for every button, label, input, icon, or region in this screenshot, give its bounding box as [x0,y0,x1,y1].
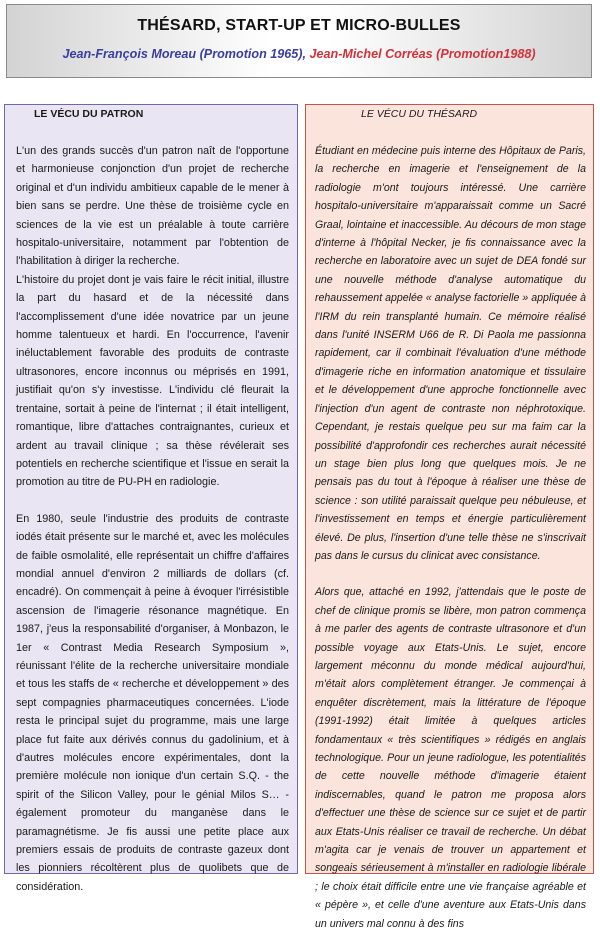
patron-paragraph-2: L'histoire du projet dont je vais faire le récit initial, illustre la part du hasard et de la nécessité dans l'accomplissement d'une idée novatrice par un jeune homme talentueux et hardi. En l'occurrence, l'avenir inéluctablement favorable des produits de contraste ultrasonores, encore inconnus ou méprisés en 1991, justifiait qu'on s'y investisse. L'individu clé fleurait la trentaine, sortait à peine de l'internat ; il était intelligent, romantique, libre d'attaches contraignantes, curieux et ardent au travail clinique ; sa thèse révélerait ses potentiels en recherche scientifique et l'issue en serait la promotion au titre de PU-PH en radiologie. [16,273,289,489]
thesard-heading: LE VÉCU DU THÉSARD [361,108,478,120]
author-correas: Jean-Michel Corréas (Promotion1988) [309,47,536,61]
thesard-paragraph-2: Alors que, attaché en 1992, j'attendais que le poste de chef de clinique promis se libère, mon patron commença à me parler des agents de contraste ultrasonore et d'un possible voyage aux Etats-Unis. Le sujet, encore largement méconnu du monde médical aujourd'hui, m'était alors complètement étranger. Je commençai à enquêter discrètement, mais la littérature de l'époque (1991-1992) était limitée à quelques articles fondamentaux « très scientifiques » rédigés en anglais technologique. Pour un jeune radiologue, les potentialités de cette nouvelle méthode d'imagerie étaient indiscernables, quand le patron me proposa alors d'effectuer une thèse de science sur ce sujet et de partir aux Etats-Unis réaliser ce travail de recherche. Un débat m'agita car je venais de trouver un appartement et songeais sérieusement à m'installer en radiologie libérale ; le choix était difficile entre une vie française agréable et « pépère », et celle d'une aventure aux Etats-Unis dans un univers mal connu à des fins [315,586,586,930]
authors-line [7,47,591,61]
patron-paragraph-1: L'un des grands succès d'un patron naît de l'opportune et harmonieuse conjonction d'un projet de recherche original et d'un individu ambitieux capable de le mener à bien sans se perdre. Une thèse de troisième cycle en sciences de la vie est un préalable à toute carrière hospitalo-universitaire, notamment par l'obtention de l'habilitation à diriger la recherche. [16,145,289,268]
patron-column [4,104,298,893]
patron-paragraph-3: En 1980, seule l'industrie des produits de contraste iodés était présente sur le marché et, avec les molécules de faible osmolalité, elle représentait un chiffre d'affaires mondial annuel d'environ 2 milliards de dollars (cf. encadré). On commençait à peine à évoquer l'irrésistible ascension de l'imagerie résonance magnétique. En 1987, j'eus la responsabilité d'organiser, à Monbazon, le 1er « Contrast Media Research Symposium », réunissant l'élite de la recherche universitaire mondiale et tous les staffs de « recherche et développement » des sept compagnies pharmaceutiques concernées. L'iode resta le principal sujet du programme, mais une large place fut faite aux dérivés connus du gadolinium, et à d'autres molécules encore expérimentales, dont la première molécule non ionique d'un certain S.Q. - the spirit of the Silicon Valley, pour le génial Milos S… - également promoteur du manganèse dans le paramagnétisme. Je fis aussi une petite place aux premiers essais de produits de contraste gazeux dont les pionniers récoltèrent plus de quolibets que de considération. [16,512,289,893]
patron-heading: LE VÉCU DU PATRON [34,108,144,120]
article-title: THÉSARD, START-UP ET MICRO-BULLES [137,17,461,34]
article-header [6,4,592,78]
thesard-paragraph-1: Étudiant en médecine puis interne des Hôpitaux de Paris, la recherche en imagerie et l'enseignement de la radiologie m'ont toujours intéressé. Une carrière hospitalo-universitaire m'apparaissait comme un Sacré Graal, lointaine et inaccessible. Au décours de mon stage d'interne à l'hôpital Necker, je fis connaissance avec la recherche en laboratoire avec un sujet de DEA fondé sur une nouvelle méthode d'analyse automatique du rehaussement appelée « analyse factorielle » appliquée à l'IRM du rein transplanté humain. Ce mémoire réalisé dans l'unité INSERM U66 de R. Di Paola me passionna rapidement, car il combinait l'évaluation d'une méthode d'imagerie riche en information anatomique et tissulaire et le développement d'une approche fonctionnelle avec l'injection d'un agent de contraste non néphrotoxique. Cependant, je restais quelque peu sur ma faim car la possibilité d'approfondir ces recherches aurait nécessité un stage bien plus long que quelques mois. Je ne pensais pas du tout à l'époque à réaliser une thèse de science : son utilité paraissait quelque peu nébuleuse, et l'investissement en temps et énergie particulièrement élevé. De plus, l'insertion d'une telle thèse ne s'inscrivait pas dans le cursus du clinicat avec consistance. [315,145,586,562]
author-moreau: Jean-François Moreau (Promotion 1965), [62,47,306,61]
thesard-column [305,104,594,930]
